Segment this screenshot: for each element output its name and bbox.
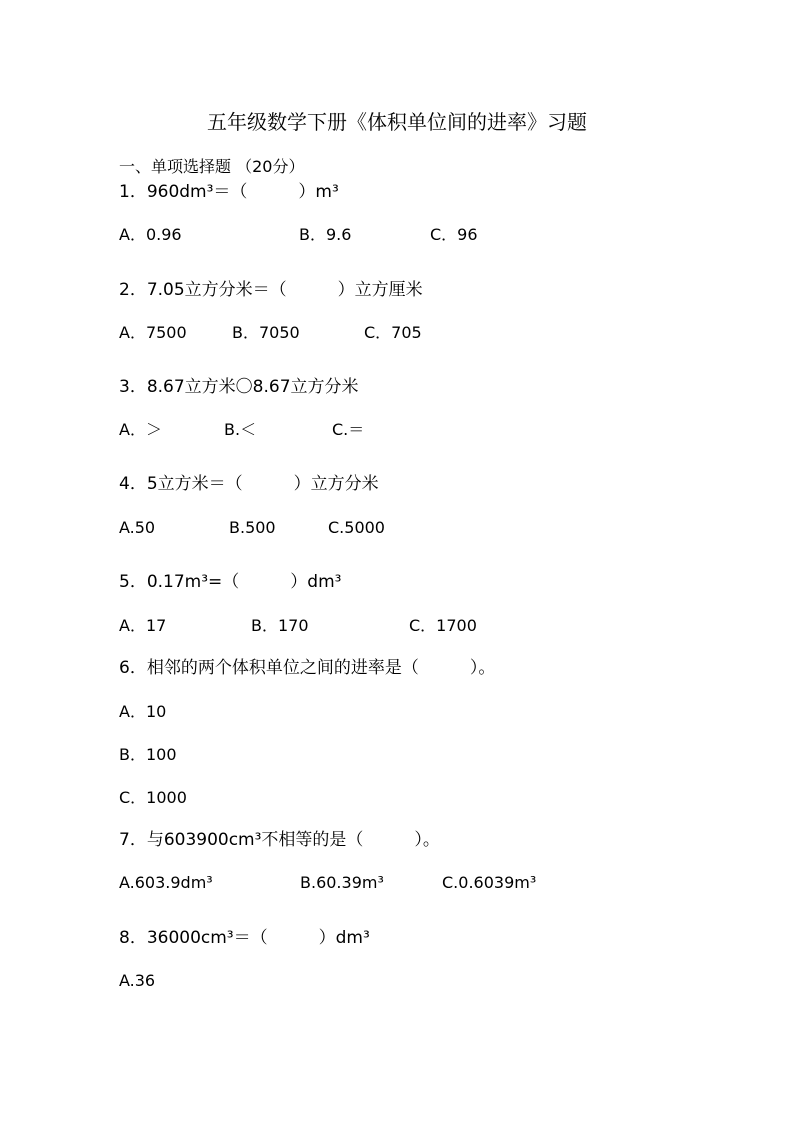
question-1-stem: 1．960dm³＝（ ）m³: [119, 182, 339, 202]
question-4-option-c: C.5000: [328, 518, 385, 537]
question-1-option-a: A．0.96: [119, 225, 182, 244]
question-1-option-c: C．96: [430, 225, 478, 244]
question-2-option-a: A．7500: [119, 323, 187, 342]
question-2-stem: 2．7.05立方分米＝（ ）立方厘米: [119, 280, 423, 300]
question-6-option-c: C．1000: [119, 788, 187, 807]
page-title: 五年级数学下册《体积单位间的进率》习题: [207, 110, 587, 134]
question-6-option-b: B．100: [119, 745, 177, 764]
question-8-option-a: A.36: [119, 971, 156, 990]
question-5-option-c: C．1700: [409, 616, 477, 635]
question-5-option-b: B．170: [251, 616, 309, 635]
question-7-option-c: C.0.6039m³: [442, 873, 537, 892]
question-7-option-b: B.60.39m³: [300, 873, 384, 892]
question-6-stem: 6．相邻的两个体积单位之间的进率是（ ）。: [119, 658, 496, 678]
question-3-option-b: B.＜: [224, 420, 257, 439]
question-5-stem: 5．0.17m³=（ ）dm³: [119, 572, 342, 592]
question-4-option-a: A.50: [119, 518, 156, 537]
section-heading: 一、单项选择题 （20分）: [119, 157, 305, 176]
question-3-stem: 3．8.67立方米〇8.67立方分米: [119, 377, 359, 397]
question-7-stem: 7．与603900cm³不相等的是（ ）。: [119, 830, 440, 850]
question-1-option-b: B．9.6: [299, 225, 352, 244]
question-4-stem: 4．5立方米＝（ ）立方分米: [119, 474, 379, 494]
question-8-stem: 8．36000cm³＝（ ）dm³: [119, 928, 370, 948]
question-7-option-a: A.603.9dm³: [119, 873, 213, 892]
question-2-option-b: B．7050: [232, 323, 300, 342]
question-5-option-a: A．17: [119, 616, 167, 635]
question-3-option-c: C.＝: [332, 420, 365, 439]
question-4-option-b: B.500: [229, 518, 276, 537]
question-6-option-a: A．10: [119, 702, 167, 721]
question-2-option-c: C．705: [364, 323, 422, 342]
question-3-option-a: A．＞: [119, 420, 162, 439]
